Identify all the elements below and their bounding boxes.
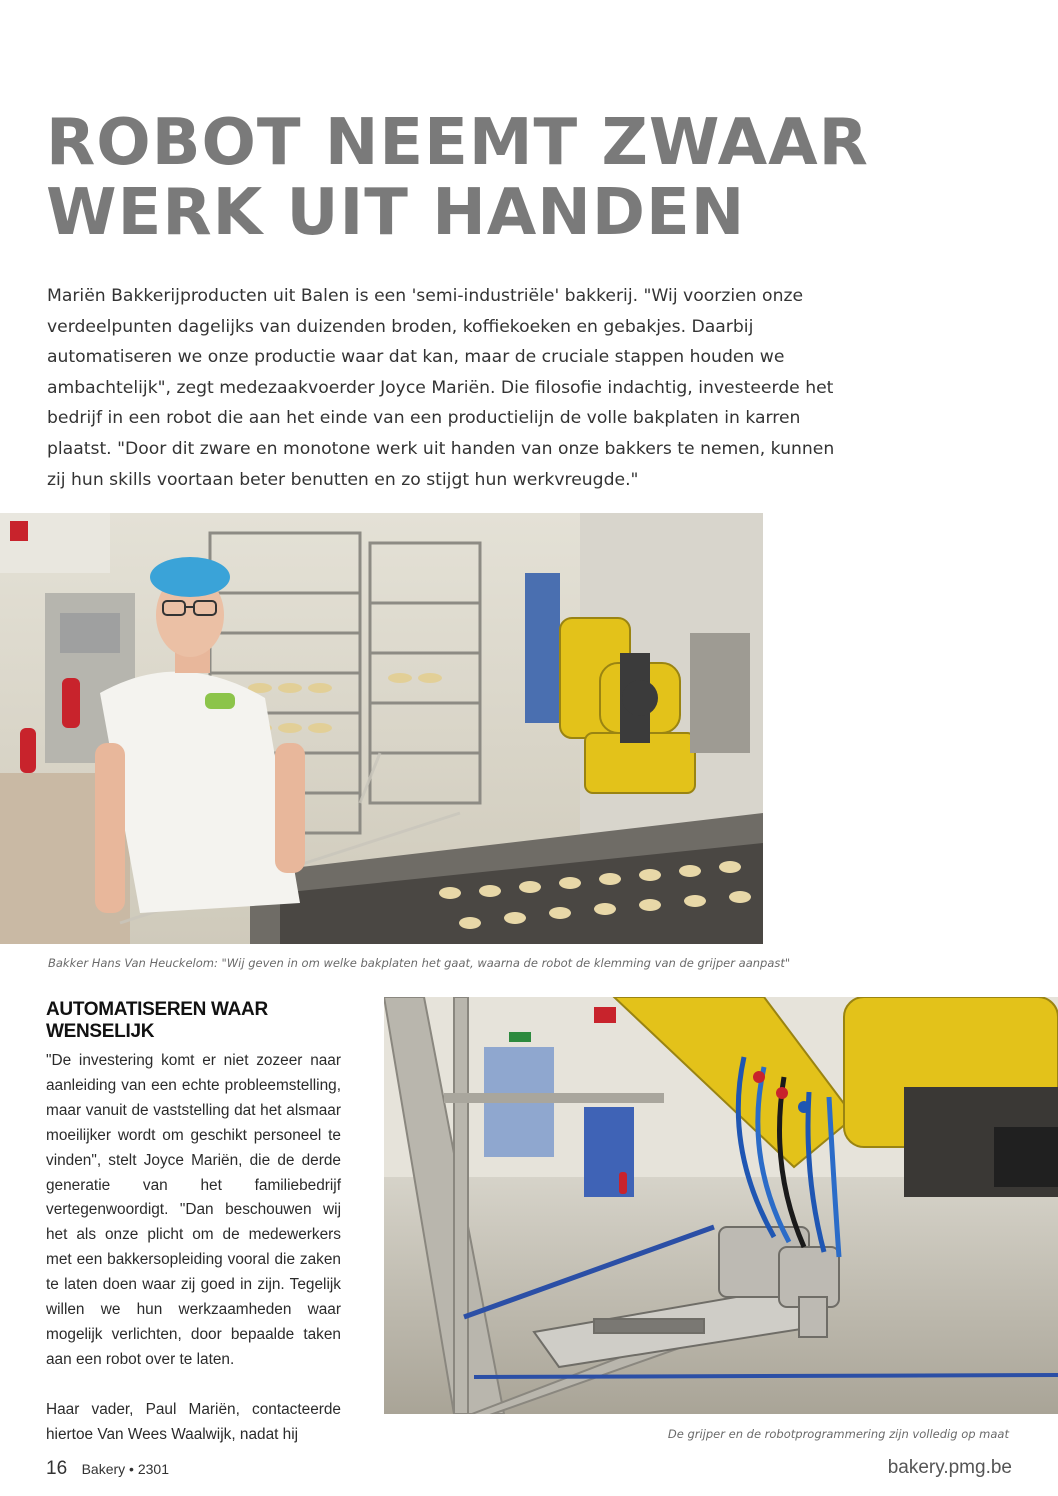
article-intro: Mariën Bakkerijproducten uit Balen is een 'semi-industriële' bakkerij. "Wij voorzien onze verdeelpunten dagelijks van duizenden broden, koffiekoeken en gebakjes. Daarbij automatiseren we onze productie waar dat kan, maar de cruciale stappen houden we ambachtelijk", zegt medezaakvoerder Joyce Mariën. Die filosofie indachtig, investeerde het bedrijf in een robot die aan het einde van een productielijn de volle bakplaten in karren plaatst. "Door dit zware en monotone werk uit handen van onze bakkers te nemen, kunnen zij hun skills voortaan beter benutten en zo stijgt hun werkvreugde." — [47, 286, 835, 490]
headline-line-1: ROBOT NEEMT ZWAAR — [46, 106, 869, 180]
body-paragraph-2: Haar vader, Paul Mariën, contacteerde hiertoe Van Wees Waalwijk, nadat hij — [46, 1400, 341, 1443]
magazine-issue: Bakery • 2301 — [81, 1461, 169, 1477]
photo-gripper-illustration — [384, 997, 1058, 1414]
photo-robot-gripper — [384, 997, 1058, 1414]
article-body — [46, 1049, 341, 1447]
photo-baker-illustration — [0, 513, 763, 944]
photo-2-caption: De grijper en de robotprogrammering zijn volledig op maat — [667, 1427, 1009, 1441]
page-number: 16 — [46, 1458, 68, 1479]
article-headline — [46, 106, 869, 250]
body-paragraph-1: "De investering komt er niet zozeer naar aanleiding van een echte probleemstelling, maar vanuit de vaststelling dat het alsmaar moeilijker wordt om geschikt personeel te vinden", stelt Joyce Mariën, die de derde generatie van het familiebedrijf vertegenwoordigt. "Dan beschouwen wij het als onze plicht om de medewerkers met een bakkersopleiding vooral die zaken te laten doen waar zij goed in zijn. Tegelijk willen we hun werkzaamheden waar mogelijk verlichten, door bepaalde taken aan een robot over te laten. — [46, 1052, 341, 1368]
section-subheading: AUTOMATISEREN WAAR WENSELIJK — [46, 999, 268, 1042]
photo-1-caption: Bakker Hans Van Heuckelom: "Wij geven in om welke bakplaten het gaat, waarna de robot de klemming van de grijper aanpast" — [48, 956, 791, 970]
page-footer-left — [46, 1458, 169, 1480]
footer-website: bakery.pmg.be — [887, 1457, 1012, 1478]
headline-line-2: WERK UIT HANDEN — [46, 176, 746, 250]
photo-baker-and-robot — [0, 513, 763, 944]
